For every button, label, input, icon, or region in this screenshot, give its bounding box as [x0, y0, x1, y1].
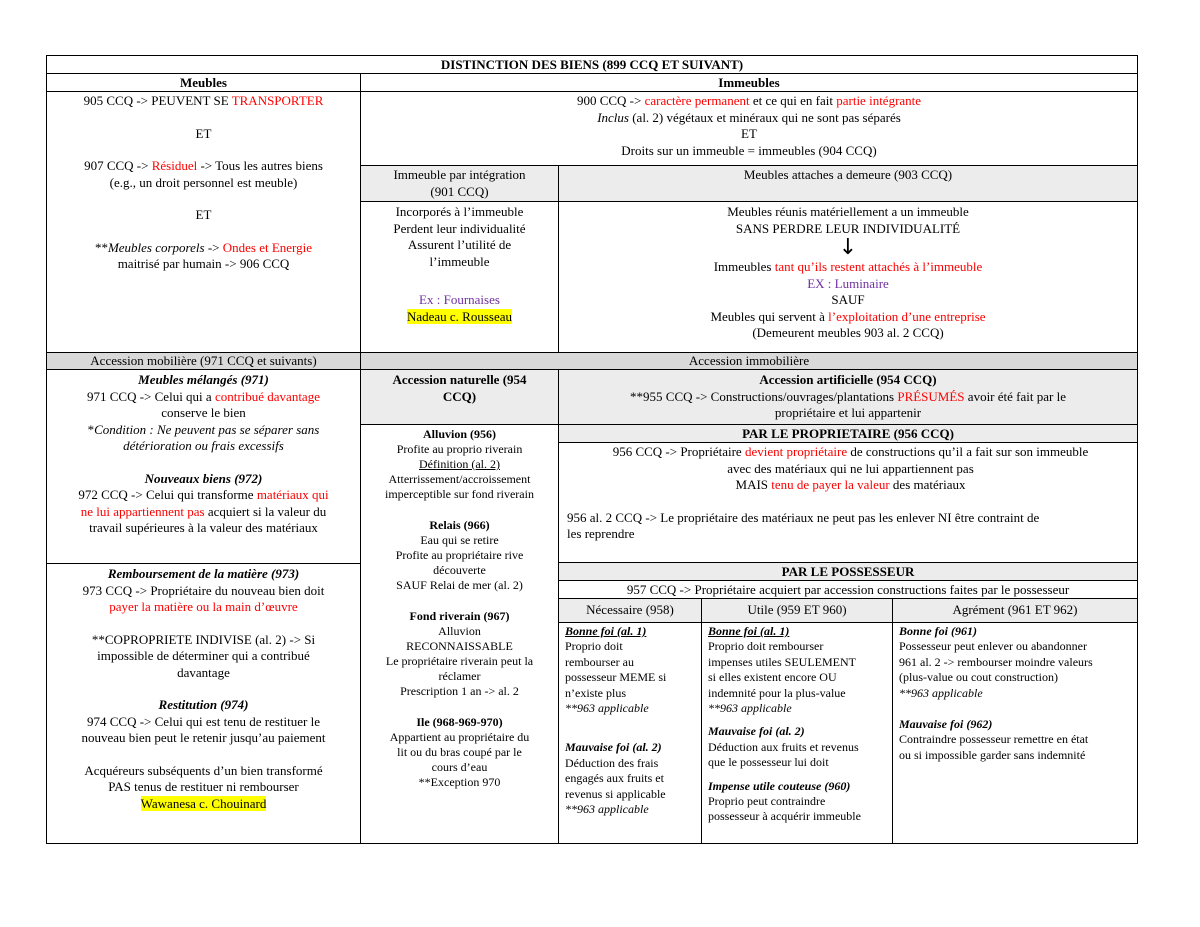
down-arrow-icon: ↓ — [838, 235, 858, 260]
artificielle-header: Accession artificielle (954 CCQ) **955 CCQ -> Constructions/ouvrages/plantations PRÉSUMÉS avoir été fait par le propriétaire et lui appartenir — [558, 369, 1138, 425]
integration-header: Immeuble par intégration (901 CCQ) — [360, 165, 559, 202]
table-title: DISTINCTION DES BIENS (899 CCQ ET SUIVANT) — [46, 55, 1138, 74]
possesseur-header: PAR LE POSSESSEUR — [558, 562, 1138, 581]
meubles-header: Meubles — [46, 73, 361, 92]
proprietaire-header: PAR LE PROPRIETAIRE (956 CCQ) — [558, 424, 1138, 443]
possesseur-subtitle: 957 CCQ -> Propriétaire acquiert par accession constructions faites par le possesseur — [558, 580, 1138, 599]
immeubles-content: 900 CCQ -> caractère permanent et ce qui en fait partie intégrante Inclus (al. 2) végétaux et minéraux qui ne sont pas séparés ET Droits sur un immeuble = immeubles (904 CCQ) — [360, 91, 1138, 166]
accession-immobiliere-header: Accession immobilière — [360, 352, 1138, 370]
naturelle-content: Alluvion (956) Profite au proprio riverain Définition (al. 2) Atterrissement/accroissement imperceptible sur fond riverain Relais (966) Eau qui se retire Profite au propriétaire rive découverte SAUF Relai de mer (al. 2) Fond riverain (967) Alluvion RECONNAISSABLE Le propriétaire riverain peut la réclamer Prescription 1 an -> al. 2 Ile (968-969-970) Appartient au propriétaire du lit ou du bras coupé par le cours d’eau **Exception 970 — [360, 424, 559, 844]
utile-content: Bonne foi (al. 1) Proprio doit rembourser impenses utiles SEULEMENT si elles existent encore OU indemnité pour la plus-value **963 applicable Mauvaise foi (al. 2) Déduction aux fruits et revenus que le possesseur lui doit Impense utile couteuse (960) Proprio peut contraindre possesseur à acquérir immeuble — [701, 622, 893, 844]
necessaire-content: Bonne foi (al. 1) Proprio doit rembourser au possesseur MEME si n’existe plus **963 applicable Mauvaise foi (al. 2) Déduction des frais engagés aux fruits et revenus si applicable **963 applicable — [558, 622, 702, 844]
attaches-header: Meubles attaches a demeure (903 CCQ) — [558, 165, 1138, 202]
meubles-content: 905 CCQ -> PEUVENT SE TRANSPORTER ET 907 CCQ -> Résiduel -> Tous les autres biens (e.g., un droit personnel est meuble) ET **Meubles corporels -> Ondes et Energie maitrisé par humain -> 906 CCQ — [46, 91, 361, 353]
naturelle-header: Accession naturelle (954 CCQ) — [360, 369, 559, 425]
accession-mobiliere-content: Meubles mélangés (971) 971 CCQ -> Celui qui a contribué davantage conserve le bien *Condition : Ne peuvent pas se séparer sans détérioration ou frais excessifs Nouveaux biens (972) 972 CCQ -> Celui qui transforme matériaux qui ne lui appartiennent pas acquiert si la valeur du travail supérieures à la valeur des matériaux — [46, 369, 361, 564]
case-wawanesa: Wawanesa c. Chouinard — [140, 795, 267, 811]
case-nadeau: Nadeau c. Rousseau — [406, 308, 513, 324]
immeubles-header: Immeubles — [360, 73, 1138, 92]
accession-mobiliere-header: Accession mobilière (971 CCQ et suivants) — [46, 352, 361, 370]
integration-content: Incorporés à l’immeuble Perdent leur individualité Assurent l’utilité de l’immeuble Ex : Fournaises Nadeau c. Rousseau — [360, 201, 559, 353]
attaches-content: Meubles réunis matériellement a un immeuble SANS PERDRE LEUR INDIVIDUALITÉ ↓ Immeubles tant qu’ils restent attachés à l’immeuble EX : Luminaire SAUF Meubles qui servent à l’exploitation d’une entreprise (Demeurent meubles 903 al. 2 CCQ) — [558, 201, 1138, 353]
utile-header: Utile (959 ET 960) — [701, 598, 893, 623]
remboursement-content: Remboursement de la matière (973) 973 CCQ -> Propriétaire du nouveau bien doit payer la matière ou la main d’œuvre **COPROPRIETE INDIVISE (al. 2) -> Si impossible de déterminer qui a contribué davantage Restitution (974) 974 CCQ -> Celui qui est tenu de restituer le nouveau bien peut le retenir jusqu’au paiement Acquéreurs subséquents d’un bien transformé PAS tenus de restituer ni rembourser Wawanesa c. Chouinard — [46, 563, 361, 844]
proprietaire-content: 956 CCQ -> Propriétaire devient propriétaire de constructions qu’il a fait sur son immeuble avec des matériaux qui ne lui appartiennent pas MAIS tenu de payer la valeur des matériaux 956 al. 2 CCQ -> Le propriétaire des matériaux ne peut pas les enlever NI être contraint de les reprendre — [558, 442, 1138, 563]
agrement-header: Agrément (961 ET 962) — [892, 598, 1138, 623]
necessaire-header: Nécessaire (958) — [558, 598, 702, 623]
agrement-content: Bonne foi (961) Possesseur peut enlever ou abandonner 961 al. 2 -> rembourser moindre valeurs (plus-value ou cout construction) **963 applicable Mauvaise foi (962) Contraindre possesseur remettre en état ou si impossible garder sans indemnité — [892, 622, 1138, 844]
